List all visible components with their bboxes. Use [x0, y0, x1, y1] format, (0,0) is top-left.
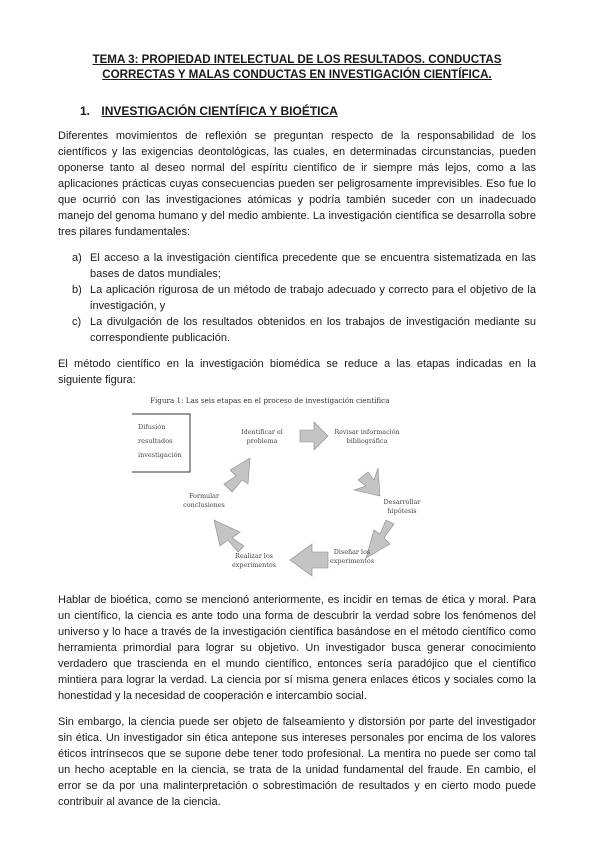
stage-5-line-2: experimentos: [231, 561, 277, 569]
list-marker: c): [72, 316, 82, 328]
paragraph-bioethics: Hablar de bioética, como se mencionó anteriormente, es incidir en temas de ética y moral. Para un científico, la ciencia es ante todo una forma de descubrir la verdad sobre los fenómenos del universo y lo hace a través de la investigación científica basándose en el método científico como herramienta primordial para lograr su objetivo. Un investigador busca generar conocimiento verdadero que trascienda en el mundo científico, entonces sería paradójico que el científico mintiera para lograr la verdad. La ciencia por sí misma genera enlaces éticos y sociales como la honestidad y la necesidad de cooperación e intercambio social.: [58, 594, 536, 702]
box-line-1: Difusión: [138, 423, 166, 431]
pillars-list: [58, 250, 536, 346]
box-line-2: resultados: [138, 437, 173, 445]
list-item: [58, 250, 536, 282]
list-text: La divulgación de los resultados obtenidos en los trabajos de investigación mediante su correspondiente publicación.: [90, 316, 536, 344]
section-number: 1.: [80, 104, 91, 118]
figure-caption: Figura 1: Las seis etapas en el proceso de investigación científica: [150, 396, 390, 405]
stage-2-line-2: bibliográfica: [346, 437, 388, 445]
box-line-3: investigación: [138, 451, 182, 459]
stage-4-line-1: Diseñar los: [333, 548, 371, 556]
research-cycle-figure: [132, 396, 452, 586]
arrow-up-right-icon: [224, 458, 250, 492]
stage-4-line-2: experimentos: [329, 557, 375, 565]
list-item: [58, 282, 536, 314]
arrow-right-icon: [300, 422, 328, 450]
list-marker: b): [72, 284, 82, 296]
stage-1-line-1: Identificar el: [241, 428, 283, 436]
document-page: [58, 52, 536, 810]
list-text: La aplicación rigurosa de un método de trabajo adecuado y correcto para el objetivo de la investigación, y: [90, 284, 536, 312]
title-line-2: CORRECTAS Y MALAS CONDUCTAS EN INVESTIGACIÓN CIENTÍFICA.: [102, 68, 492, 81]
document-title: [58, 52, 536, 82]
section-heading: [80, 104, 536, 118]
arrow-down-right-icon: [354, 468, 380, 496]
cycle-diagram: [132, 396, 452, 586]
stage-1-line-2: problema: [246, 437, 278, 445]
stage-2-line-1: Revisar información: [334, 428, 400, 436]
paragraph-method: El método científico en la investigación biomédica se reduce a las etapas indicadas en la siguiente figura:: [58, 358, 536, 386]
stage-5-line-1: Realizar los: [235, 552, 273, 560]
list-item: [58, 314, 536, 346]
stage-6-line-1: Formular: [188, 492, 220, 500]
arrow-left-icon: [290, 544, 328, 576]
stage-3-line-1: Desarrollar: [383, 498, 421, 506]
list-marker: a): [72, 252, 82, 264]
stage-6-line-2: conclusiones: [183, 501, 225, 509]
section-title: INVESTIGACIÓN CIENTÍFICA Y BIOÉTICA: [101, 104, 338, 118]
paragraph-fraud: Sin embargo, la ciencia puede ser objeto de falseamiento y distorsión por parte del investigador sin ética. Un investigador sin ética antepone sus intereses personales por encima de los valores éticos intrínsecos que se supone debe tener todo profesional. La mentira no puede ser como tal un hecho aceptable en la ciencia, se trata de la unidad fundamental del fraude. En cambio, el error se da por una malinterpretación o sobrestimación de resultados y en cierto modo puede contribuir al avance de la ciencia.: [58, 716, 536, 808]
list-text: El acceso a la investigación científica precedente que se encuentra sistematizada en las bases de datos mundiales;: [90, 252, 536, 280]
paragraph-intro: Diferentes movimientos de reflexión se preguntan respecto de la responsabilidad de los científicos y las exigencias deontológicas, las cuales, en determinadas circunstancias, pueden oponerse tanto al deseo normal del espíritu científico de ir siempre más lejos, como a las aplicaciones prácticas cuyas consecuencias pueden ser peligrosamente imprevisibles. Eso fue lo que ocurrió con las investigaciones atómicas y podría también suceder con un inadecuado manejo del genoma humano y del medio ambiente. La investigación científica se desarrolla sobre tres pilares fundamentales:: [58, 130, 536, 238]
arrow-up-left-icon: [214, 520, 244, 552]
title-line-1: TEMA 3: PROPIEDAD INTELECTUAL DE LOS RESULTADOS. CONDUCTAS: [92, 53, 502, 66]
stage-3-line-2: hipótesis: [387, 507, 417, 515]
